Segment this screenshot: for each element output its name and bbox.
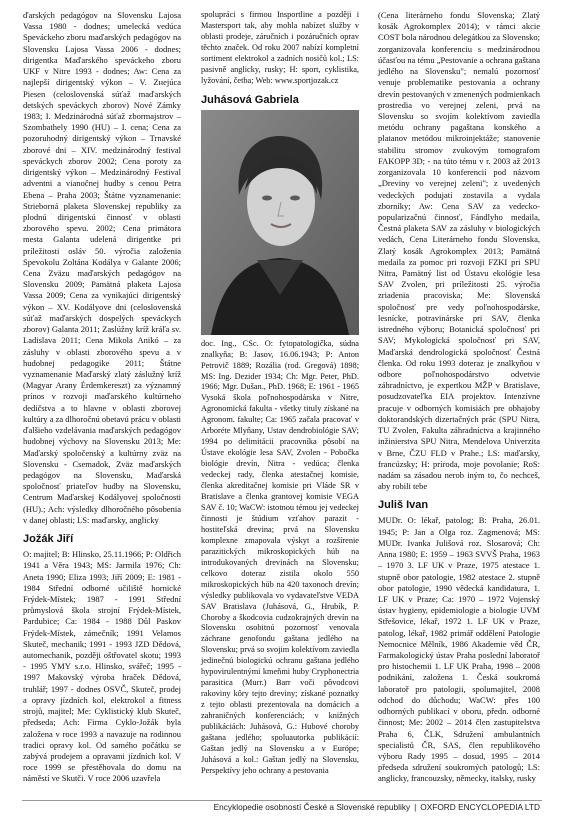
footer-text — [214, 802, 540, 812]
footer-publisher: OXFORD ENCYCLOPEDIA LTD — [420, 802, 540, 812]
footer-separator: | — [414, 802, 417, 812]
entry-heading-juhasova: Juhásová Gabriela — [201, 93, 299, 106]
entry-text-juhasova: doc. Ing., CSc. O: fytopatologička, súdna znalkyňa; B: Jasov, 16.06.1943; P: Anton Petrovič 1889; Rozália (rod. Gregová) 1898; MS: Ing. Dezider 1934; Ch: Mgr. Peter, PhD. 1966; Mgr. Dušan., PhD. 1968; E: 1961 - 1965 Vysoká škola poľnohospodárska v Nitre, Agronomická fakulta - všetky tituly získané na Agronom. fakulte; Ca: 1965 začala pracovať v Arboréte Mlyňany, Ustav dendrobiológie SAV; 1994 po delimitácii pracovníka pôsobí na Ústave ekológie lesa SAV, Zvolen - Pobočka biológie drevín, Nitra - vedúca; členka vedeckej rady, členka atestačnej komisie, členka akreditačnej komisie pri Vláde SR v Bratislave a členka grantovej komisie VEGA SAV č. 10; WaCW: istotnou témou jej vedeckej činnosti je štúdium vzťahov parazit - hostiteľská drevina; prvá na Slovensku komplexne zmapovala výskyt a rozšírenie parazitických mikroskopických húb na introdukovaných drevinách na Slovensku; celkovo doteraz zistila okolo 550 mikroskopických húb na 420 taxonoch drevín; výsledky publikovala vo vydavateľstve VEDA SAV Bratislava (Juhásová, G., Hrubík, P. Choroby a škodcovia cudzokrajných drevín na Slovensku osobitnú pozornosť venovala záchrane genofondu gaštana jedlého na Slovensku; prvá so svojim kolektívom zaviedla jedinečnú biologickú ochranu gaštana jedlého hypovirulentnými kmeňmi huby Cryphonectria parasitica (Murr.) Barr voči pôvodcovi rakoviny kôry tejto dreviny; získané poznatky z tejto oblasti prezentovala na domácich a zahraničných konferenciách; v knižných publikáciách: Juhásová, G.: Hubové choroby gaštana jedlého; spoluautorka publikácií: Gaštan jedlý na Slovensku a v Európe; Juhásová a kol.: Gaštan jedlý na Slovensku, Perspektívy jeho ochrany a pestovania — [201, 338, 359, 775]
footer-publication-title: Encyklopedie osobností České a Slovenské republiky — [213, 802, 411, 812]
column-1 — [23, 10, 181, 785]
page-footer — [0, 800, 570, 814]
portrait-image — [201, 110, 359, 335]
entry-text-julis: MUDr. O: lékař, patolog; B: Praha, 26.01. 1945; P: Jan a Olga roz. Zagmenová; MS: MUDr. Ivanka Julišová roz. Slosarová; Ch: Anna 1980; E: 1959 – 1963 SVVŠ Praha, 1963 – 1970 3. LF UK v Praze, 1975 atestace 1. stupně obor patologie, 1982 atestace 2. stupně obor patologie, 1990 vědecká kandidatura, 1. LF UK v Praze; Ca: 1970 – 1972 Vojenský ústav hygieny, epidemiologie a biologie UVM Střešovice, lékař, 1972 1. LF UK v Praze, patolog, lékař, 1982 primář oddělení Patologie Nemocnice Mělník, 1986 Akademie věd ČR, Farmakologický ústav Praha poslední laboratoř pro histochemii 1. LF UK Praha, 1998 – 2008 podnikání, založena 1. Česká soukromá laboratoř pro patologii, spolumajitel, 2008 odchod do důchodu; WaCW: přes 100 odborných publikací v oboru, předn. odborné činnost; Me: 2002 – 2014 člen zastupitelstva Praha 6, ČLK, Sdružení ambulantních specialistů ČR, SAS, člen republikového výboru Rady 1995 – dosud, 1995 – 2014 předseda sdružení soukromých patologů; LS: anglicky, francouzsky, německy, italsky, rusky — [378, 515, 540, 784]
entry-heading-jozak: Jožák Jiří — [23, 533, 74, 546]
column-2 — [201, 10, 359, 777]
column-3 — [378, 10, 540, 785]
entry-text-jozak: O: majitel; B: Hlinsko, 25.11.1966; P: Oldřich 1941 a Věra 1943; MS: Jarmila 1976; Ch: Aneta 1990; Eliza 1993; Jiří 2009; E: 1981 - 1984 Střední odborné učiliště hornické Frýdek-Místek; 1987 - 1991 Střední průmyslová škola strojní Frýdek-Místek, Pardubice; Ca: 1984 - 1988 Důl Paskov Frýdek-Místek, zámečník; 1991 Velamos Skuteč, mechanik; 1991 - 1993 JZD Dědová, automechanik, později oštřovatel skotu; 1993 - 1995 YMY s.r.o. Hlinsko, svářeč; 1995 - 1997 Makovský výroba hraček Dědová, truhlář; 1997 - dodnes OSVČ, Skuteč, prodej a opravy jízdních kol, elektrokol a fitness strojů, majitel; Me: Cyklistický klub Skuteč, předseda; Ach: Firma Cyklo-Jožák byla založena v roce 1993 a navazuje na rodinnou tradici opravy kol. Od samého počátku se zabývá prodejem a opravami jízdních kol. V roce 1999 se přestěhovala do domu na náměstí ve Skutči. V roce 2006 uzavřela — [23, 549, 181, 784]
footer-rule — [22, 800, 542, 801]
entry-text-juhasova-continued: (Cena literárneho fondu Slovenska; Zlatý kosák Agrokomplex 2014); v rámci akcie COST bola národnou delegátkou za Slovensko; zorganizovala konferenciu s medzinárodnou účasťou na tému „Pestovanie a ochrana gaštana jedlého na Slovensku"; nemalú pozornosť venuje problematike pestovania a ochrany drevín pestovaných v zmenených podmienkach prostredia vo verejnej zeleni, prvá na Slovensku so svojím kolektívom zaviedla metódu ochrany pagaštana konského a platanov metódou mikroinjektáže; stanovenie stabilitu stromov zvukovým tomografom FAKOPP 3D; - na túto tému v r. 2003 až 2013 zorganizovala 10 konferencií pod názvom „Dreviny vo verejnej zeleni"; z uvedených vedeckých podujatí zostavila a vydala zborníky; Aw: Cena SAV za vedecko-popularizačnú činnosť, Fándlyho medaila, Čestná plaketa SAV za zásluhy v biologických vedách, Cena Literárneho fondu Slovenska, Zlatý kosák Agrokomplex 2013; Pamätná medaila za pomoc pri rozvoji FZKI pri SPU Nitra, Pamätný list od Ústavu ekológie lesa SAV Zvolen, pri príležitosti 25. výročia zriadenia pracoviska; Me: Slovenská spoločnosť pre vedy poľnohospodárske, lesnícke, potravinárske pri SAV, členka istredného výboru; Botanická spoločnosť pri SAV; Mykologická spoločnosť pri SAV, Maďarská dendrologická spoločnosť Čestná členka. Od roku 1993 doteraz je znalkyňou v odbore poľnohospodárstvo odvetvie záhradníctvo, je expertkou MŽP v Bratislave, posudzovateľka EIA projektov. Intenzívne pracuje v odborných komisiách pre obhajoby doktorandských dizertačných prác (SPU Nitra, TU Zvolen, Fakulta záhradníctva a krajinného inžinierstva SPU Nitra, Mendelova Univerzita v Brne, ČZU FLD v Prahe.; LS: maďarsky, francúzsky; H: príroda, moje povolanie; RoS: nadám sa zásadou nerob iným to, čo nechceš, aby robili tebe — [378, 10, 540, 492]
entry-text-jozak-continued: spolupráci s firmou Insportline a později i Mastersport tak, aby mohla nabízet služby v oblasti prodeje, záručních i pozáručních oprav těchto značek. Od roku 2007 nabízí kompletní sortiment elektrokol a zadních nosičů kol.; LS: pasivně anglicky, rusky; H: sport, cyklistika, lyžování, četba; Web: www.sportjozak.cz — [201, 10, 359, 85]
portrait-photo — [201, 110, 359, 335]
biography-continuation: ďarských pedagógov na Slovensku Lajosa Vassa 1980 - dodnes; umelecká vedúca Speváckeho zboru maďarských pedagógov na Slovensku Lajosa Vassa 2006 - dodnes; dirigentka Maďarského speváckeho zboru UKF v Nitre 1993 - dodnes; Aw: Cena za najlepší dirigentský výkon – V. Zнejúca Piesen (celoslovenská súťaž maďarských detských speváckych zborov) Nové Zámky 1983; I. Medzinárodná súťaž zbormajstrov – Szombathely 1990 (HU) – I. cena; Cena za pozoruhodný dirigentský výkon – Trnavské zborové dni – XIV. medzinárodný festival speváckych zborov 2002; Cena poroty za dirigentský výkon – Medzinárodný Festival adventnі a vianočnej hudby s cenou Petra Ebena – Praha 2003; Štátne vyznamenanie: Strieborná plaketa Slovenskej republiky za plodnú dirigentskú činnosť v oblasti zborového spevu. 2002; Cena primátora mesta Galanta udelená dirigentke pri príležitosti osláv 50. výročia založenia Spevokolu Zoltána Kodálya v Galante 2006; Cena Zväzu maďarských pedagógov na Slovensku 2009; Pamätná plaketa Lajosa Vassa 2009; Cena za vynikajúci dirigentský výkon – XV. Kodályove dni (celoslovenská súťaž maďarských dospelých speváckych zborov) Galanta 2011; Zaslúžny kríž kráľa sv. Ladislava 2011; Cena Mikola Anikó – za zásluhy v oblasti zborového spevu a v hudobnej pedagogike 2011; Štátne vyznamenanie Maďarský zlatý záslužný kríž (Magyar Arany Érdemkereszt) za významný prínos v rozvoji maďarského kultúrneho dedičstva a to hlavne v oblasti zborovej kultúry a za dlhoročnú obetavú prácu v oblasti ďalšieho vzdelávania maďarských pedagógov hudobnej výchovy na Slovensku 2013; Me: Maďarský spoločenský a kultúrny zväz na Slovensku - Csemadok, Zväz maďarských pedagógov na Slovensku, Maďarská spoločnosť priateľov hudby na Slovensku, Centrum Maďarskej Kodályovej spoločnosti (HU).; Ach: výsledky dlhoročného pôsobenia v danej oblasti; LS: maďarsky, anglicky — [23, 10, 181, 525]
entry-heading-julis: Juliš Ivan — [378, 499, 429, 512]
